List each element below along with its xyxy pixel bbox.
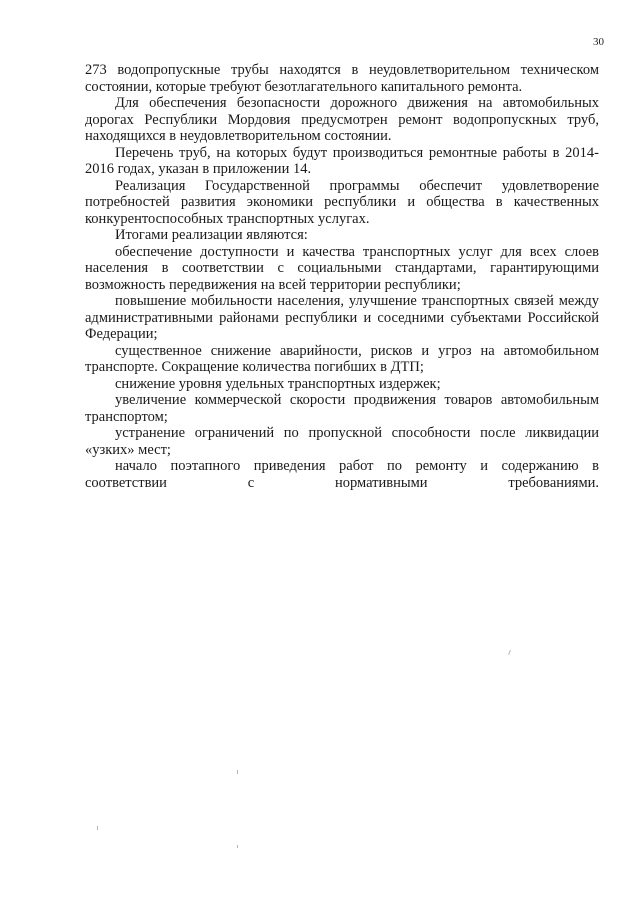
scan-mark	[97, 826, 98, 830]
list-item-commercial-speed: увеличение коммерческой скорости продвижения товаров автомобильным транспортом;	[85, 392, 599, 425]
document-body	[85, 62, 599, 491]
paragraph-results-heading: Итогами реализации являются:	[115, 227, 308, 243]
page-number: 30	[593, 36, 604, 48]
scan-mark	[508, 650, 511, 655]
paragraph-road-safety: Для обеспечения безопасности дорожного движения на автомобильных дорогах Республики Мордовия предусмотрен ремонт водопропускных труб, находящихся в неудовлетворительном состоянии.	[85, 95, 599, 144]
list-item-mobility: повышение мобильности населения, улучшение транспортных связей между административными районами республики и соседними субъектами Российской Федерации;	[85, 293, 599, 342]
list-item-accessibility: обеспечение доступности и качества транспортных услуг для всех слоев населения в соответствии с социальными стандартами, гарантирующими возможность передвижения на всей территории республики;	[85, 243, 599, 293]
list-item-maintenance: начало поэтапного приведения работ по ремонту и содержанию в соответствии с нормативными требованиями.	[85, 458, 599, 491]
paragraph-pipes-condition: 273 водопропускные трубы находятся в неудовлетворительном техническом состоянии, которые требуют безотлагательного капитального ремонта.	[85, 62, 599, 95]
paragraph-pipe-list: Перечень труб, на которых будут производиться ремонтные работы в 2014-2016 годах, указан в приложении 14.	[85, 144, 599, 177]
scan-mark	[237, 845, 238, 848]
scan-mark	[237, 770, 238, 774]
list-item-accident-reduction: существенное снижение аварийности, рисков и угроз на автомобильном транспорте. Сокращение количества погибших в ДТП;	[85, 342, 599, 375]
paragraph-program-implementation: Реализация Государственной программы обеспечит удовлетворение потребностей развития экономики республики и общества в качественных конкурентоспособных транспортных услугах.	[85, 177, 599, 227]
list-item-cost-reduction: снижение уровня удельных транспортных издержек;	[115, 375, 441, 392]
list-item-bottlenecks: устранение ограничений по пропускной способности после ликвидации «узких» мест;	[85, 425, 599, 458]
